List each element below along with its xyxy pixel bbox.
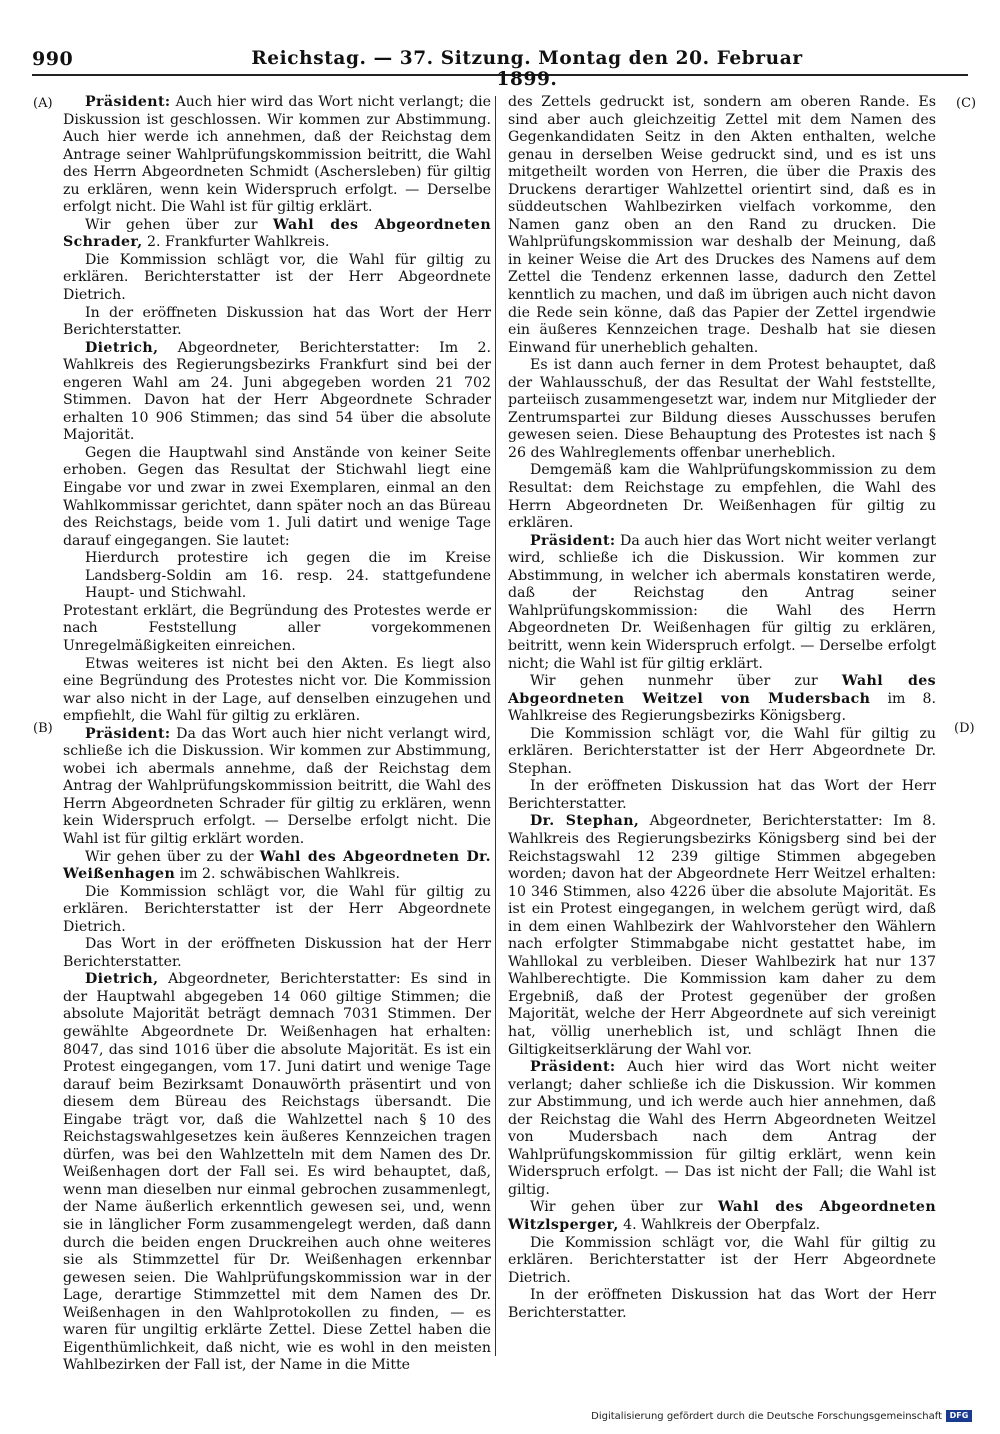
- paragraph-text: Abgeordneter, Berichterstatter: Es sind in der Hauptwahl abgegeben 14 060 giltige Stimmen; die absolute Majorität beträgt demnach 7031 Stimmen. Der gewählte Abgeordnete Dr. Weißenhagen hat erhalten: 8047, das sind 1016 über die absolute Majorität. Es ist ein Protest eingegangen, vom 17. Juni datirt und wenige Tage darauf beim Bezirksamt Donauwörth präsentirt und von diesem dem Büreau des Reichstags übersandt. Die Eingabe trägt vor, daß die Wahlzettel nach § 10 des Reichstagswahlgesetzes kein äußeres Kennzeichen tragen dürfen, was bei den Wahlzetteln mit dem Namen des Dr. Weißenhagen dort der Fall sei. Es wird behauptet, daß, wenn man dieselben nur einmal gebrochen zusammenlegt, der Name äußerlich erkenntlich gewesen sei, und, wenn sie in länglicher Form zusammengelegt werden, daß dann durch die beiden engen Druckreihen auch ohne weiteres sie als Stimmzettel für Dr. Weißenhagen erkennbar gewesen seien. Die Wahlprüfungskommission war in der Lage, derartige Stimmzettel mit dem Namen des Dr. Weißenhagen in den Wahlprotokollen zu finden, — es waren für ungiltig erklärte Zettel. Diese Zettel haben die Eigenthümlichkeit, daß nicht, wie es wohl in den meisten Wahlbezirken der Fall ist, der Name in die Mitte: [63, 971, 491, 1374]
- paragraph: [508, 673, 936, 726]
- paragraph-text: Da das Wort auch hier nicht verlangt wird, schließe ich die Diskussion. Wir kommen zur Abstimmung, wobei ich abermals annehme, daß der Reichstag dem Antrag der Wahlprüfungskommission beitritt, die Wahl des Herrn Abgeordneten Schrader für giltig zu erklären, wenn kein Widerspruch erfolgt. — Derselbe erfolgt nicht. Die Wahl ist für giltig erklärt worden.: [63, 725, 491, 847]
- page-number: 990: [32, 48, 74, 70]
- paragraph: [508, 357, 936, 462]
- paragraph: [63, 971, 491, 1375]
- paragraph: [63, 305, 491, 340]
- paragraph: [63, 726, 491, 849]
- paragraph-text: im 8. Wahlkreise des Regierungsbezirks Königsberg.: [508, 690, 936, 725]
- paragraph-text: Abgeordneter, Berichterstatter: Im 8. Wahlkreis des Regierungsbezirks Königsberg sind bei der Reichstagswahl 12 239 giltige Stimmen abgegeben worden; davon hat der Abgeordnete Herr Weitzel erhalten: 10 346 Stimmen, also 4226 über die absolute Majorität. Es ist ein Protest eingegangen, in welchem gerügt wird, daß in dem einen Wahlbezirk der Wahlvorsteher den Wählern nach erfolgter Stimmabgabe nicht gestattet habe, im Wahllokal zu verbleiben. Dieser Wahlbezirk hat nur 137 Wahlberechtigte. Die Kommission kam daher zu dem Ergebniß, daß der Protest gegenüber der großen Majorität, welche der Herr Abgeordnete auf sich vereinigt hat, völlig unerheblich ist, und schlägt Ihnen die Giltigkeitserklärung der Wahl vor.: [508, 813, 936, 1058]
- paragraph: [508, 1059, 936, 1199]
- column-divider: [495, 96, 496, 1356]
- paragraph: [508, 94, 936, 357]
- paragraph-text: Es ist dann auch ferner in dem Protest behauptet, daß der Wahlausschuß, der das Resultat der Wahl feststellte, parteiisch zusammengesetzt war, indem nur Mitglieder der Zentrumspartei zur Bildung dieses Ausschusses berufen gewesen seien. Diese Behauptung des Protestes ist nach § 26 des Wahlreglements offenbar unerheblich.: [508, 357, 936, 461]
- paragraph-text: Hierdurch protestire ich gegen die im Kreise Landsberg-Soldin am 16. resp. 24. stattgefundene Haupt- und Stichwahl.: [85, 550, 491, 602]
- paragraph-text: In der eröffneten Diskussion hat das Wort der Herr Berichterstatter.: [508, 1287, 936, 1321]
- paragraph-text: Wir gehen über zu der: [85, 848, 260, 865]
- paragraph: [63, 884, 491, 937]
- paragraph-text: Protestant erklärt, die Begründung des Protestes werde er nach Feststellung aller vorgekommenen Unregelmäßigkeiten einreichen.: [63, 602, 491, 654]
- credit-text: Digitalisierung gefördert durch die Deutsche Forschungsgemeinschaft: [591, 1410, 942, 1422]
- left-column: [63, 94, 492, 1374]
- paragraph-text: Gegen die Hauptwahl sind Anstände von keiner Seite erhoben. Gegen das Resultat der Stichwahl liegt eine Eingabe vor und zwar in zwei Exemplaren, einmal an den Wahlkommissar gerichtet, dann später noch an das Büreau des Reichstags, beide vom 1. Juli datirt und wenige Tage darauf eingegangen. Sie lautet:: [63, 444, 491, 549]
- agenda-item: Wahl des Abgeordneten Schrader,: [63, 216, 492, 251]
- paragraph-text: Die Kommission schlägt vor, die Wahl für giltig zu erklären. Berichterstatter ist der Herr Abgeordnete Dr. Stephan.: [508, 725, 936, 777]
- speaker-name: Präsident:: [85, 725, 171, 742]
- paragraph-text: Da auch hier das Wort nicht weiter verlangt wird, schließe ich die Diskussion. Wir kommen zur Abstimmung, in welcher ich abermals konstatiren werde, daß der Reichstag den Antrag seiner Wahlprüfungskommission: die Wahl des Herrn Abgeordneten Dr. Weißenhagen für giltig zu erklären, beitritt, wenn kein Widerspruch erfolgt. — Derselbe erfolgt nicht; die Wahl ist für giltig erklärt.: [508, 532, 936, 672]
- paragraph: [63, 94, 491, 217]
- paragraph-text: 2. Frankfurter Wahlkreis.: [142, 234, 330, 251]
- paragraph: [508, 813, 936, 1059]
- paragraph: [63, 936, 491, 971]
- paragraph-text: Wir gehen nunmehr über zur: [530, 673, 842, 690]
- paragraph-text: Das Wort in der eröffneten Diskussion hat der Herr Berichterstatter.: [63, 936, 491, 970]
- agenda-item: Wahl des Abgeordneten Weitzel von Mudersbach: [508, 673, 936, 707]
- paragraph-text: des Zettels gedruckt ist, sondern am oberen Rande. Es sind aber auch gleichzeitig Zettel mit dem Namen des Gegenkandidaten Seitz in den Akten enthalten, welche genau in derselben Weise gedruckt sind, und es ist uns mitgetheilt worden von Herren, die über die Praxis des Druckens derartiger Wahlzettel orientirt sind, daß es in süddeutschen Wahlbezirken vielfach vorkomme, den Namen ganz oben an den Rand zu drucken. Die Wahlprüfungskommission war deshalb der Meinung, daß in keiner Weise die Art des Druckes des Namens auf dem Zettel die Tendenz erkennen lasse, dadurch den Zettel kenntlich zu machen, und daß im übrigen auch nicht davon die Rede sein könne, daß das Papier der Zettel irgendwie ein äußeres Kennzeichen trage. Deshalb hat sie diesen Einwand für unerheblich gehalten.: [508, 94, 936, 356]
- page-header: [32, 44, 968, 90]
- speaker-name: Präsident:: [530, 532, 616, 549]
- margin-marker-b: (B): [33, 721, 53, 736]
- paragraph: [63, 550, 491, 603]
- paragraph: [63, 603, 491, 656]
- paragraph-text: Wir gehen über zur: [85, 216, 273, 233]
- paragraph: [63, 252, 491, 305]
- paragraph-text: Demgemäß kam die Wahlprüfungskommission zu dem Resultat: dem Reichstage zu empfehlen, die Wahl des Herrn Abgeordneten Dr. Weißenhagen für giltig zu erklären.: [508, 462, 936, 532]
- margin-marker-c: (C): [956, 96, 977, 111]
- paragraph-text: In der eröffneten Diskussion hat das Wort der Herr Berichterstatter.: [63, 304, 491, 339]
- speaker-name: Präsident:: [530, 1059, 616, 1076]
- paragraph: [63, 445, 491, 550]
- margin-marker-d: (D): [954, 721, 975, 736]
- paragraph: [508, 1287, 936, 1322]
- speaker-name: Dietrich,: [85, 971, 159, 988]
- right-column: [508, 94, 936, 1359]
- running-title: Reichstag. — 37. Sitzung. Montag den 20. Februar 1899.: [251, 48, 803, 90]
- paragraph-text: Auch hier wird das Wort nicht weiter verlangt; daher schließe ich die Diskussion. Wir kommen zur Abstimmung, und ich werde auch hier annehmen, daß der Reichstag die Wahl des Herrn Abgeordneten Weitzel von Mudersbach nach dem Antrag der Wahlprüfungskommission für giltig erklärt, wenn kein Widerspruch erfolgt. — Das ist nicht der Fall; die Wahl ist giltig.: [508, 1059, 936, 1198]
- paragraph: [508, 726, 936, 779]
- margin-marker-a: (A): [33, 96, 53, 111]
- paragraph-text: Die Kommission schlägt vor, die Wahl für giltig zu erklären. Berichterstatter ist der Herr Abgeordnete Dietrich.: [63, 883, 491, 935]
- agenda-item: Wahl des Abgeordneten Witzlsperger,: [508, 1199, 937, 1233]
- speaker-name: Dr. Stephan,: [530, 813, 640, 830]
- agenda-item: Wahl des Abgeordneten Dr. Weißenhagen: [63, 848, 491, 883]
- paragraph-text: Etwas weiteres ist nicht bei den Akten. Es liegt also eine Begründung des Protestes nicht vor. Die Kommission war also nicht in der Lage, auf denselben einzugehen und empfiehlt, die Wahl für giltig zu erklären.: [63, 655, 491, 725]
- paragraph: [508, 462, 936, 532]
- paragraph-text: In der eröffneten Diskussion hat das Wort der Herr Berichterstatter.: [508, 778, 936, 812]
- speaker-name: Präsident:: [85, 94, 171, 110]
- speaker-name: Dietrich,: [85, 339, 159, 356]
- paragraph: [508, 778, 936, 813]
- paragraph: [63, 340, 491, 445]
- paragraph-text: Abgeordneter, Berichterstatter: Im 2. Wahlkreis des Regierungsbezirks Frankfurt sind bei der engeren Wahl am 24. Juni abgegeben worden 21 702 Stimmen. Davon hat der Herr Abgeordnete Schrader erhalten 10 906 Stimmen; das sind 54 über die absolute Majorität.: [63, 339, 491, 444]
- paragraph: [63, 849, 491, 884]
- paragraph-text: Die Kommission schlägt vor, die Wahl für giltig zu erklären. Berichterstatter ist der Herr Abgeordnete Dietrich.: [508, 1234, 936, 1286]
- paragraph: [63, 656, 491, 726]
- paragraph-text: Die Kommission schlägt vor, die Wahl für giltig zu erklären. Berichterstatter ist der Herr Abgeordnete Dietrich.: [63, 251, 491, 304]
- digitization-credit: [591, 1410, 972, 1422]
- paragraph-text: Auch hier wird das Wort nicht verlangt; die Diskussion ist geschlossen. Wir kommen zur Abstimmung. Auch hier werde ich annehmen, daß der Reichstag dem Antrage seiner Wahlprüfungskommission beitritt, die Wahl des Herrn Abgeordneten Schmidt (Aschersleben) für giltig zu erklären, wenn kein Widerspruch erfolgt. — Derselbe erfolgt nicht. Die Wahl ist für giltig erklärt.: [63, 94, 491, 216]
- paragraph: [508, 1199, 936, 1234]
- paragraph-text: Wir gehen über zur: [530, 1199, 718, 1216]
- paragraph: [508, 533, 936, 673]
- paragraph: [508, 1235, 936, 1288]
- paragraph-text: im 2. schwäbischen Wahlkreis.: [175, 866, 401, 883]
- paragraph-text: 4. Wahlkreis der Oberpfalz.: [618, 1217, 821, 1233]
- paragraph: [63, 217, 491, 252]
- dfg-logo: DFG: [946, 1410, 972, 1422]
